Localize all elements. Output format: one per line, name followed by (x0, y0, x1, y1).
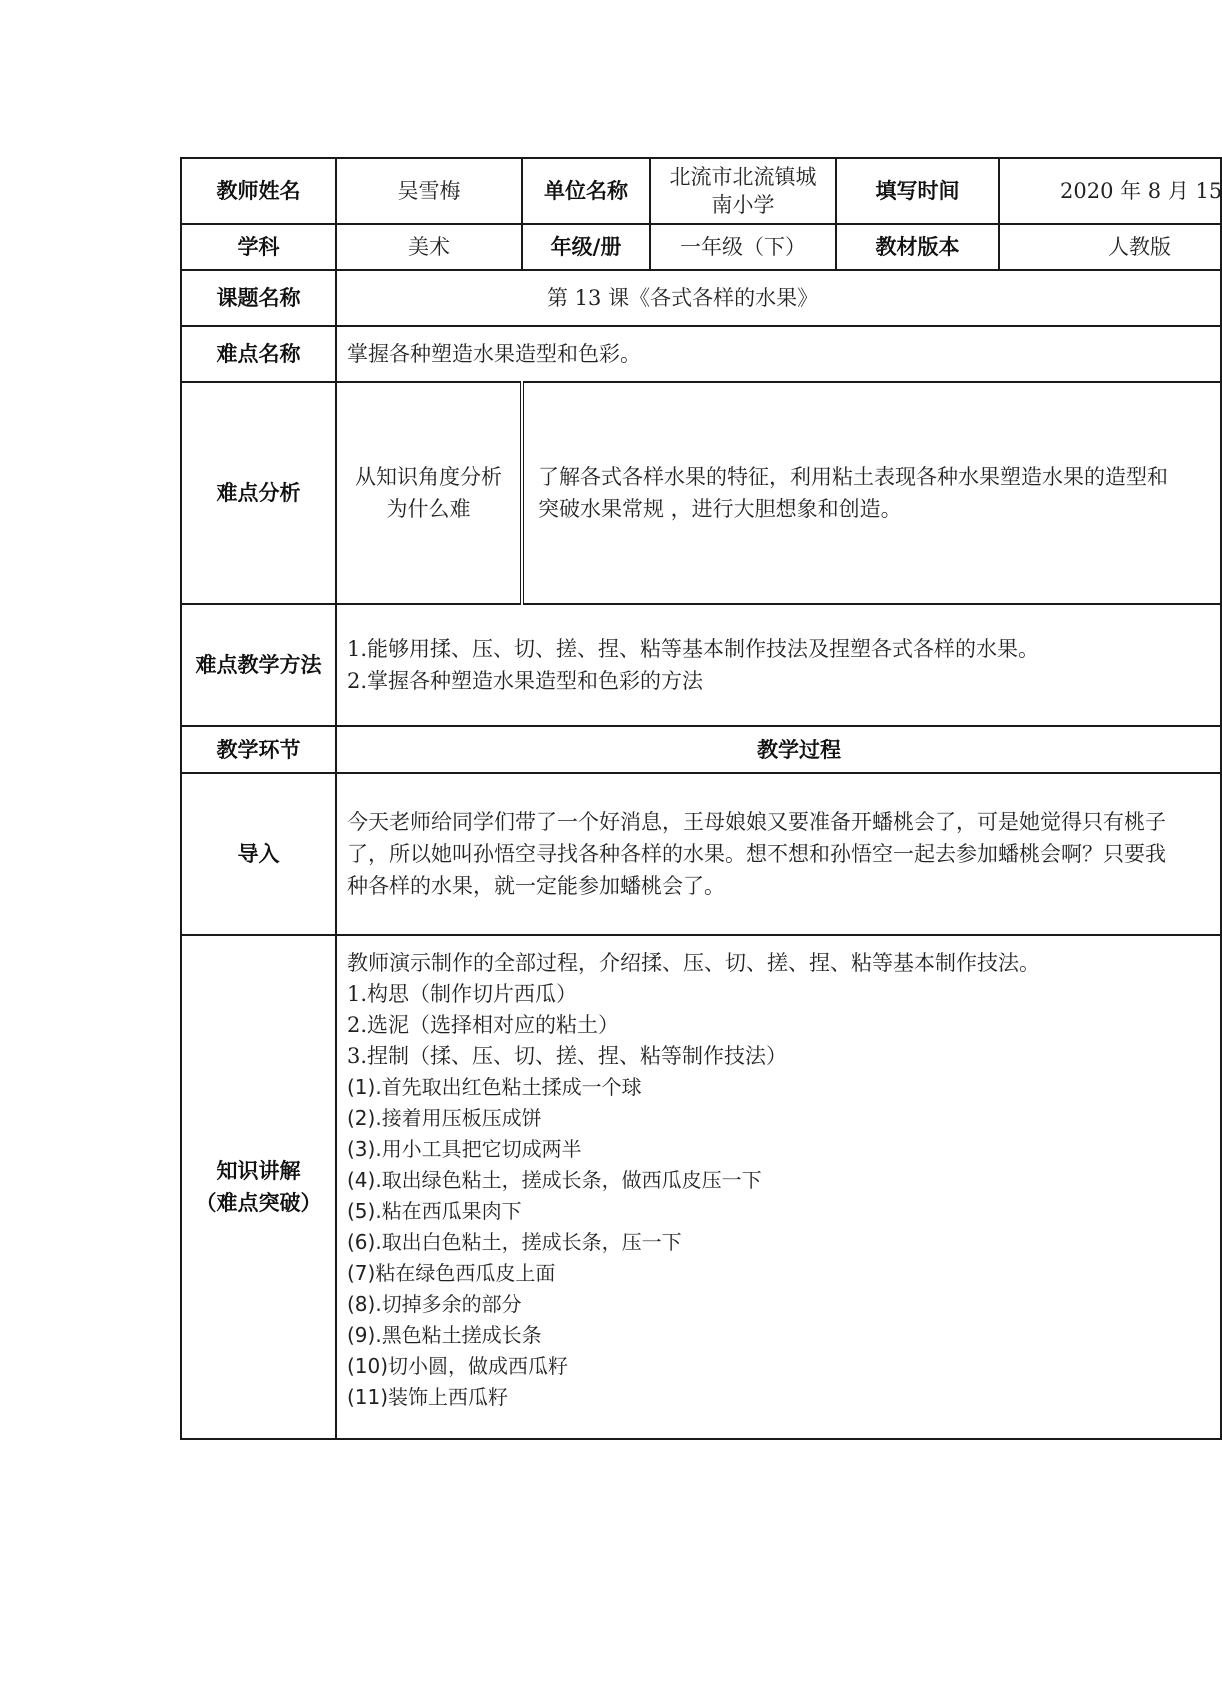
edition-value: 人教版 (999, 224, 1221, 270)
step-item: (9).黑色粘土搓成长条 (347, 1323, 542, 1347)
step-item: (11)装饰上西瓜籽 (347, 1385, 509, 1409)
difficulty-label: 难点名称 (181, 326, 336, 382)
subject-label: 学科 (181, 224, 336, 270)
intro-line-1: 今天老师给同学们带了一个好消息，王母娘娘又要准备开蟠桃会了，可是她觉得只有桃子 (347, 810, 1166, 834)
intro-line-3: 种各样的水果，就一定能参加蟠桃会了。 (347, 874, 725, 898)
teacher-value: 吴雪梅 (336, 158, 522, 224)
intro-content (336, 773, 1221, 935)
edition-label: 教材版本 (836, 224, 999, 270)
knowledge-content (336, 935, 1221, 1439)
topic-value: 第 13 课《各式各样的水果》 (336, 270, 1221, 326)
row-process-header (181, 726, 1221, 773)
method-line-1: 1.能够用揉、压、切、搓、捏、粘等基本制作技法及捏塑各式各样的水果。 (347, 637, 1040, 661)
analysis-sublabel: 从知识角度分析为什么难 (336, 382, 522, 604)
analysis-content (522, 382, 1221, 604)
date-value: 2020 年 8 月 15 (999, 158, 1221, 224)
knowledge-label-line-1: 知识讲解 (216, 1159, 301, 1183)
difficulty-value: 掌握各种塑造水果造型和色彩。 (336, 326, 1221, 382)
method-line-2: 2.掌握各种塑造水果造型和色彩的方法 (347, 669, 704, 693)
row-intro (181, 773, 1221, 935)
step-item: 3.捏制（揉、压、切、搓、捏、粘等制作技法） (347, 1044, 788, 1068)
step-item: (7)粘在绿色西瓜皮上面 (347, 1261, 556, 1285)
subject-value: 美术 (336, 224, 522, 270)
knowledge-head-lead: 教师演示制作的全部过程，介绍 (347, 951, 641, 975)
topic-label: 课题名称 (181, 270, 336, 326)
step-item: 1.构思（制作切片西瓜） (347, 982, 578, 1006)
row-knowledge (181, 935, 1221, 1439)
step-item: (6).取出白色粘土，搓成长条，压一下 (347, 1230, 682, 1254)
step-item: (10)切小圆，做成西瓜籽 (347, 1354, 569, 1378)
intro-label: 导入 (181, 773, 336, 935)
analysis-label: 难点分析 (181, 382, 336, 604)
lesson-form-table (180, 157, 1222, 1440)
row-analysis (181, 382, 1221, 604)
step-item: (3).用小工具把它切成两半 (347, 1137, 582, 1161)
date-label: 填写时间 (836, 158, 999, 224)
step-item: (8).切掉多余的部分 (347, 1292, 522, 1316)
grade-label: 年级/册 (522, 224, 650, 270)
row-method (181, 604, 1221, 726)
unit-value: 北流市北流镇城南小学 (650, 158, 836, 224)
row-difficulty (181, 326, 1221, 382)
row-subject (181, 224, 1221, 270)
method-label: 难点教学方法 (181, 604, 336, 726)
step-item: (5).粘在西瓜果肉下 (347, 1199, 522, 1223)
analysis-line-2: 突破水果常规 ，进行大胆想象和创造。 (538, 497, 902, 521)
step-item: (1).首先取出红色粘土揉成一个球 (347, 1075, 642, 1099)
process-header-value: 教学过程 (336, 726, 1221, 773)
process-step-label: 教学环节 (181, 726, 336, 773)
teacher-label: 教师姓名 (181, 158, 336, 224)
step-item: (2).接着用压板压成饼 (347, 1106, 542, 1130)
knowledge-label (181, 935, 336, 1439)
analysis-line-1: 了解各式各样水果的特征，利用粘土表现各种水果塑造水果的造型和 (538, 465, 1168, 489)
unit-label: 单位名称 (522, 158, 650, 224)
intro-line-2: 了，所以她叫孙悟空寻找各种各样的水果。想不想和孙悟空一起去参加蟠桃会啊？只要我 (347, 842, 1166, 866)
row-topic (181, 270, 1221, 326)
knowledge-head (347, 948, 1210, 979)
step-item: (4).取出绿色粘土，搓成长条，做西瓜皮压一下 (347, 1168, 762, 1192)
step-item: 2.选泥（选择相对应的粘土） (347, 1013, 620, 1037)
row-teacher (181, 158, 1221, 224)
knowledge-label-line-2: （难点突破） (195, 1191, 322, 1215)
knowledge-head-tail: 揉、压、切、搓、捏、粘等基本制作技法。 (641, 951, 1040, 975)
method-content (336, 604, 1221, 726)
grade-value: 一年级（下） (650, 224, 836, 270)
